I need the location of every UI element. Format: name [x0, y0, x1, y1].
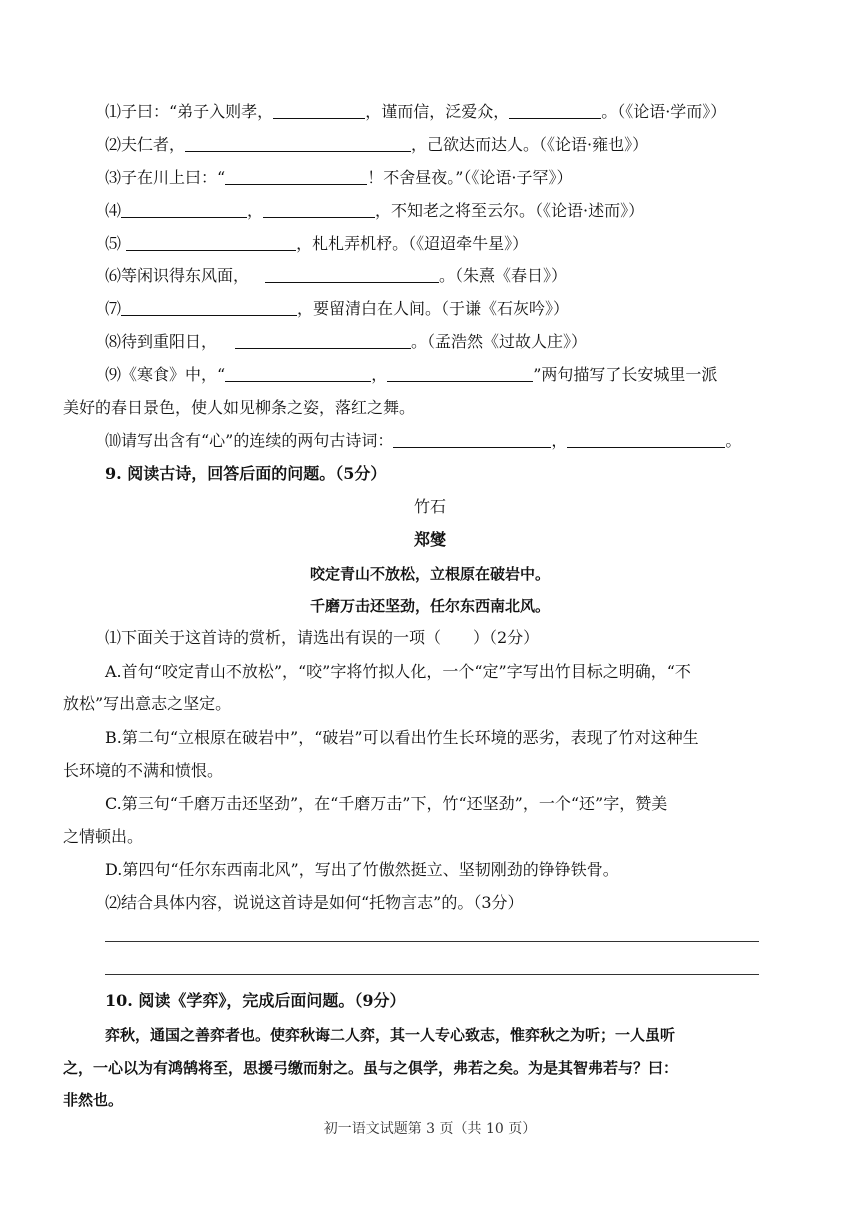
option-b-line-2: 长环境的不满和愤恨。 [63, 761, 224, 780]
q8-line-10: ⑽请写出含有“心”的连续的两句古诗词： ， 。 [105, 431, 742, 450]
answer-blank[interactable] [121, 299, 297, 316]
q9-subquestion-1: ⑴下面关于这首诗的赏析，请选出有误的一项（ ）（2分） [105, 628, 540, 647]
answer-blank[interactable] [265, 266, 439, 283]
poem-author: 郑燮 [413, 530, 446, 549]
answer-blank[interactable] [225, 168, 367, 185]
q8-line-6: ⑹等闲识得东风面， 。（朱熹《春日》） [105, 266, 568, 285]
answer-blank[interactable] [121, 201, 247, 218]
answer-blank[interactable] [393, 431, 551, 448]
q8-line-1: ⑴子曰：“弟子入则孝， ，谨而信，泛爱众， 。（《论语·学而》） [105, 102, 727, 121]
q8-line-8: ⑻待到重阳日， 。（孟浩然《过故人庄》） [105, 332, 588, 351]
poem-title: 竹石 [413, 497, 446, 516]
poem-line-2: 千磨万击还坚劲，任尔东西南北风。 [309, 597, 550, 615]
q10-heading: 10. 阅读《学弈》，完成后面问题。（9分） [105, 991, 406, 1010]
q9-heading: 9. 阅读古诗，回答后面的问题。（5分） [105, 464, 387, 483]
q8-line-5: ⑸ ，札札弄机杼。（《迢迢牵牛星》） [105, 234, 529, 253]
answer-line[interactable] [105, 941, 759, 942]
answer-blank[interactable] [567, 431, 725, 448]
q8-line-4: ⑷ ， ，不知老之将至云尔。（《论语·述而》） [105, 201, 645, 220]
q9-subquestion-2: ⑵结合具体内容，说说这首诗是如何“托物言志”的。（3分） [105, 893, 524, 912]
q10-passage-line-3: 非然也。 [63, 1091, 124, 1109]
answer-blank[interactable] [185, 135, 411, 152]
poem-line-1: 咬定青山不放松，立根原在破岩中。 [309, 565, 550, 583]
answer-blank[interactable] [126, 234, 296, 251]
option-c-line-1: C.第三句“千磨万击还坚劲”，在“千磨万击”下，竹“还坚劲”，一个“还”字，赞美 [105, 794, 668, 813]
q10-passage-line-2: 之，一心以为有鸿鹄将至，思援弓缴而射之。虽与之俱学，弗若之矣。为是其智弗若与？曰： [63, 1059, 679, 1077]
answer-blank[interactable] [387, 365, 533, 382]
q10-passage-line-1: 弈秋，通国之善弈者也。使弈秋诲二人弈，其一人专心致志，惟弈秋之为听；一人虽听 [105, 1026, 676, 1044]
answer-line[interactable] [105, 974, 759, 975]
answer-blank[interactable] [263, 201, 375, 218]
option-c-line-2: 之情顿出。 [63, 827, 144, 846]
option-b-line-1: B.第二句“立根原在破岩中”，“破岩”可以看出竹生长环境的恶劣，表现了竹对这种生 [105, 728, 699, 747]
option-a-line-1: A.首句“咬定青山不放松”，“咬”字将竹拟人化，一个“定”字写出竹目标之明确，“不 [105, 662, 691, 681]
answer-blank[interactable] [273, 102, 365, 119]
q8-line-2: ⑵夫仁者， ，己欲达而达人。（《论语·雍也》） [105, 135, 649, 154]
q8-line-7: ⑺ ，要留清白在人间。（于谦《石灰吟》） [105, 299, 570, 318]
answer-blank[interactable] [235, 332, 411, 349]
option-a-line-2: 放松”写出意志之坚定。 [63, 694, 232, 713]
page-footer: 初一语文试题第 3 页（共 10 页） [323, 1121, 537, 1137]
q8-line-3: ⑶子在川上曰：“ ！不舍昼夜。”（《论语·子罕》） [105, 168, 573, 187]
option-d: D.第四句“任尔东西南北风”，写出了竹傲然挺立、坚韧刚劲的铮铮铁骨。 [105, 860, 619, 879]
q8-line-9-continued: 美好的春日景色，使人如见柳条之姿，落红之舞。 [63, 398, 416, 417]
answer-blank[interactable] [509, 102, 601, 119]
q8-line-9: ⑼《寒食》中，“ ， ”两句描写了长安城里一派 [105, 365, 718, 384]
answer-blank[interactable] [225, 365, 371, 382]
